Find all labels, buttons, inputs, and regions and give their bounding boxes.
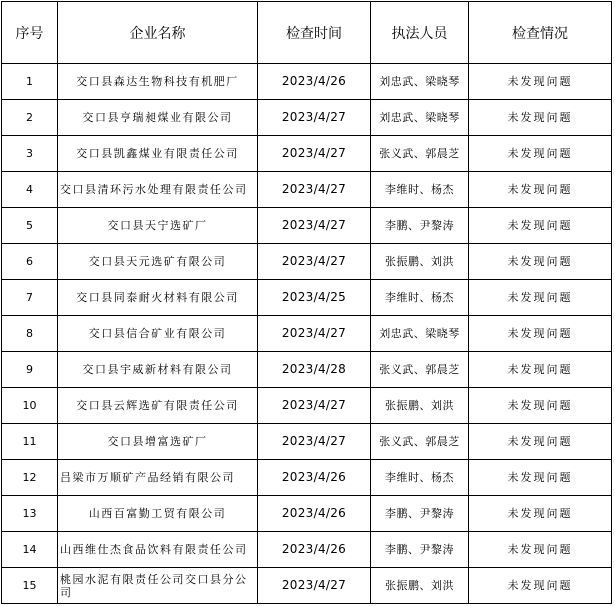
row-index: 4	[2, 172, 58, 208]
row-company: 山西百富勤工贸有限公司	[58, 496, 258, 532]
row-result: 未发现问题	[469, 388, 612, 424]
header-row	[2, 2, 612, 64]
row-inspection-date: 2023/4/25	[258, 280, 371, 316]
row-inspection-date: 2023/4/27	[258, 244, 371, 280]
table-row	[2, 316, 612, 352]
header-staff: 执法人员	[371, 2, 469, 64]
row-result: 未发现问题	[469, 496, 612, 532]
table-row	[2, 424, 612, 460]
row-index: 10	[2, 388, 58, 424]
row-index: 9	[2, 352, 58, 388]
row-inspection-date: 2023/4/26	[258, 64, 371, 100]
row-staff: 张振鹏、刘洪	[371, 388, 469, 424]
header-index: 序号	[2, 2, 58, 64]
row-result: 未发现问题	[469, 172, 612, 208]
row-result: 未发现问题	[469, 64, 612, 100]
row-staff: 李鹏、尹黎涛	[371, 532, 469, 568]
row-index: 3	[2, 136, 58, 172]
table-row	[2, 172, 612, 208]
row-staff: 张义武、郭晨芝	[371, 136, 469, 172]
row-result: 未发现问题	[469, 244, 612, 280]
table-row	[2, 208, 612, 244]
row-staff: 李鹏、尹黎涛	[371, 496, 469, 532]
table-row	[2, 388, 612, 424]
table-row	[2, 136, 612, 172]
row-index: 2	[2, 100, 58, 136]
row-result: 未发现问题	[469, 532, 612, 568]
row-index: 11	[2, 424, 58, 460]
row-index: 12	[2, 460, 58, 496]
row-index: 13	[2, 496, 58, 532]
row-index: 5	[2, 208, 58, 244]
row-company: 交口县天宁选矿厂	[58, 208, 258, 244]
row-result: 未发现问题	[469, 136, 612, 172]
row-result: 未发现问题	[469, 316, 612, 352]
row-result: 未发现问题	[469, 460, 612, 496]
row-result: 未发现问题	[469, 352, 612, 388]
row-inspection-date: 2023/4/27	[258, 172, 371, 208]
table-row	[2, 100, 612, 136]
row-inspection-date: 2023/4/27	[258, 568, 371, 604]
table-row	[2, 280, 612, 316]
row-staff: 李维时、杨杰	[371, 172, 469, 208]
row-inspection-date: 2023/4/27	[258, 208, 371, 244]
table-row	[2, 244, 612, 280]
row-company: 交口县森达生物科技有机肥厂	[58, 64, 258, 100]
row-staff: 李维时、杨杰	[371, 280, 469, 316]
row-inspection-date: 2023/4/27	[258, 136, 371, 172]
table-body	[2, 64, 612, 604]
row-staff: 刘忠武、梁晓琴	[371, 100, 469, 136]
row-company: 交口县增富选矿厂	[58, 424, 258, 460]
inspection-table	[1, 1, 612, 604]
row-inspection-date: 2023/4/26	[258, 532, 371, 568]
row-company: 交口县云辉选矿有限责任公司	[58, 388, 258, 424]
row-company: 交口县天元选矿有限公司	[58, 244, 258, 280]
table-row	[2, 64, 612, 100]
row-inspection-date: 2023/4/27	[258, 388, 371, 424]
row-company: 交口县信合矿业有限公司	[58, 316, 258, 352]
table-row	[2, 460, 612, 496]
row-result: 未发现问题	[469, 424, 612, 460]
row-inspection-date: 2023/4/26	[258, 460, 371, 496]
header-result: 检查情况	[469, 2, 612, 64]
table-row	[2, 352, 612, 388]
row-index: 7	[2, 280, 58, 316]
row-staff: 张义武、郭晨芝	[371, 352, 469, 388]
row-staff: 刘忠武、梁晓琴	[371, 64, 469, 100]
header-date: 检查时间	[258, 2, 371, 64]
row-staff: 张振鹏、刘洪	[371, 244, 469, 280]
row-index: 1	[2, 64, 58, 100]
row-result: 未发现问题	[469, 280, 612, 316]
row-index: 6	[2, 244, 58, 280]
row-company: 交口县清环污水处理有限责任公司	[58, 172, 258, 208]
row-company: 交口县同泰耐火材料有限公司	[58, 280, 258, 316]
row-staff: 张振鹏、刘洪	[371, 568, 469, 604]
row-inspection-date: 2023/4/26	[258, 496, 371, 532]
row-result: 未发现问题	[469, 208, 612, 244]
row-inspection-date: 2023/4/27	[258, 424, 371, 460]
row-index: 15	[2, 568, 58, 604]
row-result: 未发现问题	[469, 100, 612, 136]
row-inspection-date: 2023/4/27	[258, 316, 371, 352]
row-company: 交口县亨瑞昶煤业有限公司	[58, 100, 258, 136]
row-company: 交口县宇威新材料有限公司	[58, 352, 258, 388]
row-staff: 刘忠武、梁晓琴	[371, 316, 469, 352]
row-staff: 张义武、郭晨芝	[371, 424, 469, 460]
row-company: 吕梁市万顺矿产品经销有限公司	[58, 460, 258, 496]
header-company: 企业名称	[58, 2, 258, 64]
row-inspection-date: 2023/4/28	[258, 352, 371, 388]
row-staff: 李鹏、尹黎涛	[371, 208, 469, 244]
row-result: 未发现问题	[469, 568, 612, 604]
table-row	[2, 496, 612, 532]
table-row	[2, 568, 612, 604]
table-row	[2, 532, 612, 568]
row-index: 14	[2, 532, 58, 568]
row-inspection-date: 2023/4/27	[258, 100, 371, 136]
table-header	[2, 2, 612, 64]
row-company: 山西维仕杰食品饮料有限责任公司	[58, 532, 258, 568]
row-company: 桃园水泥有限责任公司交口县分公司	[58, 568, 258, 604]
row-index: 8	[2, 316, 58, 352]
row-staff: 李维时、杨杰	[371, 460, 469, 496]
row-company: 交口县凯鑫煤业有限责任公司	[58, 136, 258, 172]
